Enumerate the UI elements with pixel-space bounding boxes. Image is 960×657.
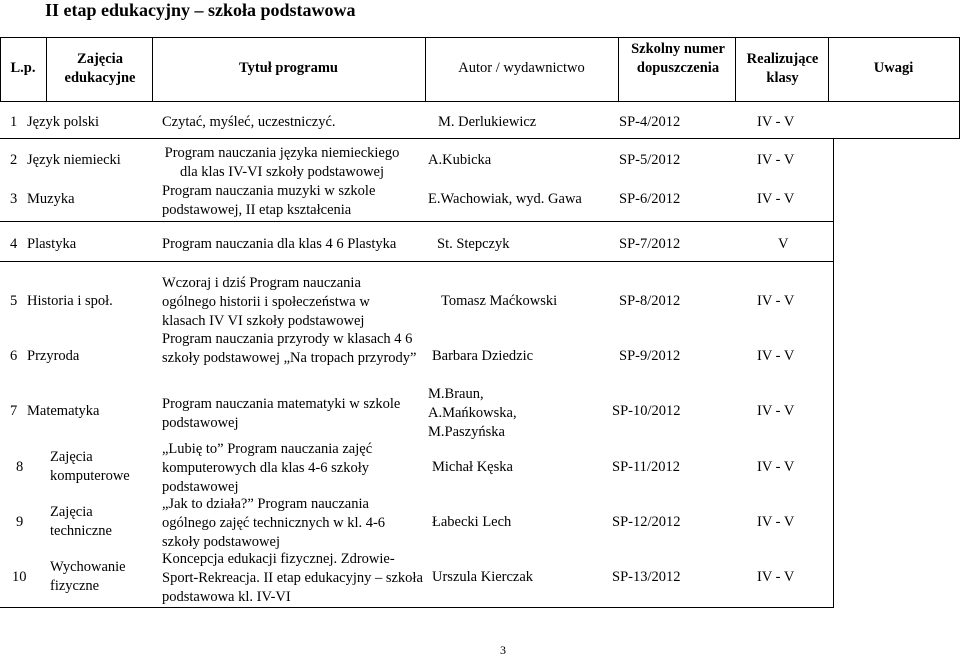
- header-program: Tytuł programu: [239, 60, 338, 76]
- row-program: Wczoraj i dziś Program nauczania ogólnego historii i społeczeństwa w klasach IV VI szkoły podstawowej: [162, 275, 370, 329]
- row-author: St. Stepczyk: [437, 236, 510, 252]
- header-lp: L.p.: [10, 60, 36, 76]
- table-header-divider: [0, 101, 960, 102]
- row-classes: IV - V: [757, 459, 795, 475]
- row-author: Barbara Dziedzic: [432, 348, 534, 364]
- row-lp: 9: [16, 514, 24, 530]
- page-number: 3: [500, 643, 506, 657]
- row-number: SP-8/2012: [619, 293, 681, 309]
- row-program: „Lubię to” Program nauczania zajęć komputerowych dla klas 4-6 szkoły podstawowej: [162, 441, 373, 495]
- row-lp: 1: [10, 114, 18, 130]
- row-lp: 4: [10, 236, 18, 252]
- row-program: Program nauczania języka niemieckiego dla klas IV-VI szkoły podstawowej: [164, 145, 400, 180]
- col-divider: [833, 138, 834, 607]
- row-lp: 8: [16, 459, 24, 475]
- row-number: SP-6/2012: [619, 191, 681, 207]
- row-lp: 10: [12, 569, 27, 585]
- row-number: SP-7/2012: [619, 236, 681, 252]
- header-subject: Zajęcia edukacyjne: [64, 51, 136, 86]
- row-program: Program nauczania matematyki w szkole podstawowej: [162, 396, 401, 431]
- row-number: SP-5/2012: [619, 152, 681, 168]
- row-classes: IV - V: [757, 191, 795, 207]
- row-author: Tomasz Maćkowski: [441, 293, 558, 309]
- row-number: SP-12/2012: [612, 514, 681, 530]
- row-divider: [0, 261, 834, 262]
- row-author: Michał Kęska: [432, 459, 513, 475]
- row-author: M.Braun, A.Mańkowska, M.Paszyńska: [428, 386, 517, 440]
- col-divider: [618, 37, 619, 101]
- row-subject: Matematyka: [27, 403, 100, 419]
- row-number: SP-9/2012: [619, 348, 681, 364]
- row-classes: IV - V: [757, 152, 795, 168]
- row-number: SP-13/2012: [612, 569, 681, 585]
- row-number: SP-4/2012: [619, 114, 681, 130]
- page-title: II etap edukacyjny – szkoła podstawowa: [45, 0, 356, 20]
- row-subject: Zajęcia komputerowe: [50, 449, 130, 484]
- row-program: Koncepcja edukacji fizycznej. Zdrowie-Sport-Rekreacja. II etap edukacyjny – szkoła podstawowa kl. IV-VI: [162, 551, 423, 605]
- row-program: Program nauczania muzyki w szkole podstawowej, II etap kształcenia: [162, 183, 376, 218]
- row-author: M. Derlukiewicz: [438, 114, 537, 130]
- row-classes: IV - V: [757, 114, 795, 130]
- row-number: SP-10/2012: [612, 403, 681, 419]
- row-author: Łabecki Lech: [432, 514, 512, 530]
- row-lp: 7: [10, 403, 18, 419]
- row-subject: Wychowanie fizyczne: [50, 559, 126, 594]
- row-program: Czytać, myśleć, uczestniczyć.: [162, 114, 336, 130]
- row-subject: Zajęcia techniczne: [50, 504, 112, 539]
- table-border-top: [0, 37, 960, 38]
- row-classes: IV - V: [757, 569, 795, 585]
- row-classes: IV - V: [757, 293, 795, 309]
- header-notes: Uwagi: [873, 60, 914, 76]
- row-divider: [0, 138, 960, 139]
- row-classes: IV - V: [757, 514, 795, 530]
- col-divider: [735, 37, 736, 101]
- row-number: SP-11/2012: [612, 459, 680, 475]
- row-subject: Plastyka: [27, 236, 77, 252]
- row-lp: 5: [10, 293, 18, 309]
- row-lp: 3: [10, 191, 18, 207]
- col-divider: [46, 37, 47, 101]
- header-author: Autor / wydawnictwo: [458, 60, 585, 76]
- row-program: Program nauczania dla klas 4 6 Plastyka: [162, 236, 397, 252]
- row-divider: [0, 607, 834, 608]
- row-lp: 6: [10, 348, 18, 364]
- row-subject: Muzyka: [27, 191, 75, 207]
- row-classes: IV - V: [757, 403, 795, 419]
- row-classes: V: [778, 236, 789, 252]
- row-lp: 2: [10, 152, 18, 168]
- row-divider: [0, 221, 834, 222]
- row-program: Program nauczania przyrody w klasach 4 6 szkoły podstawowej „Na tropach przyrody”: [162, 331, 417, 366]
- row-subject: Język niemiecki: [27, 152, 121, 168]
- row-author: E.Wachowiak, wyd. Gawa: [428, 191, 582, 207]
- row-subject: Przyroda: [27, 348, 80, 364]
- header-number: Szkolny numer dopuszczenia: [631, 41, 725, 76]
- header-classes: Realizujące klasy: [746, 51, 819, 86]
- row-subject: Historia i społ.: [27, 293, 113, 309]
- row-subject: Język polski: [27, 114, 100, 130]
- row-author: Urszula Kierczak: [432, 569, 534, 585]
- row-classes: IV - V: [757, 348, 795, 364]
- row-author: A.Kubicka: [428, 152, 492, 168]
- row-program: „Jak to działa?” Program nauczania ogólnego zajęć technicznych w kl. 4-6 szkoły podstawowej: [162, 496, 386, 550]
